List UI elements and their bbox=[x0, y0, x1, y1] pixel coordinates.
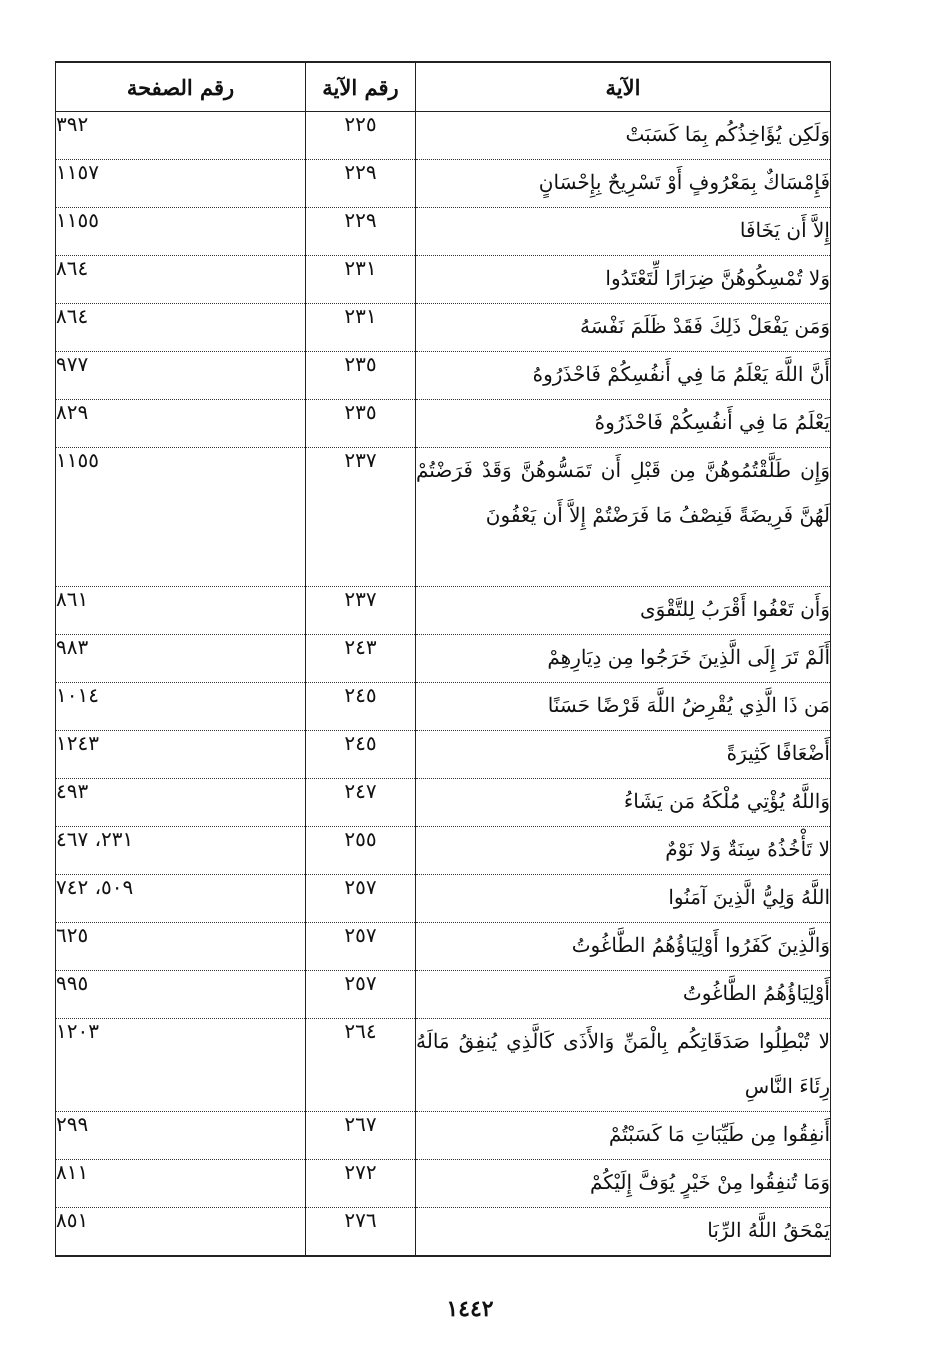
table-row bbox=[56, 779, 831, 827]
ayah-number-cell: ٢٥٧ bbox=[306, 971, 416, 1019]
ayah-cell: وَإِن طَلَّقْتُمُوهُنَّ مِن قَبْلِ أَن تَمَسُّوهُنَّ وَقَدْ فَرَضْتُمْ لَهُنَّ فَرِيضَةً فَنِصْفُ مَا فَرَضْتُمْ إِلاَّ أَن يَعْفُونَ bbox=[416, 448, 831, 587]
table-row bbox=[56, 875, 831, 923]
ayah-cell: يَعْلَمُ مَا فِي أَنفُسِكُمْ فَاحْذَرُوهُ bbox=[416, 400, 831, 448]
table-row bbox=[56, 1019, 831, 1112]
page-number-value: ٨٦٤ bbox=[56, 256, 89, 280]
ayah-cell: وَمَا تُنفِقُوا مِنْ خَيْرٍ يُوَفَّ إِلَيْكُمْ bbox=[416, 1160, 831, 1208]
ayah-number-cell: ٢٧٦ bbox=[306, 1208, 416, 1257]
ayah-cell: وَأَن تَعْفُوا أَقْرَبُ لِلتَّقْوَى bbox=[416, 587, 831, 635]
page-number-value: ٨٦١ bbox=[56, 587, 89, 611]
ayah-cell: أَوْلِيَاؤُهُمُ الطَّاغُوتُ bbox=[416, 971, 831, 1019]
ayah-cell: لا تَأْخُذُهُ سِنَةٌ وَلا نَوْمٌ bbox=[416, 827, 831, 875]
page-number-value: ١١٥٥ bbox=[56, 448, 99, 472]
header-ayah: الآية bbox=[416, 62, 831, 112]
page-number-cell bbox=[56, 1019, 306, 1112]
page-number-value: ١٠١٤ bbox=[56, 683, 99, 707]
page-number-cell bbox=[56, 875, 306, 923]
ayah-cell: أَضْعَافًا كَثِيرَةً bbox=[416, 731, 831, 779]
page-number-cell bbox=[56, 971, 306, 1019]
page-number-value: ٣٩٢ bbox=[56, 112, 89, 136]
ayah-cell: وَالَّذِينَ كَفَرُوا أَوْلِيَاؤُهُمُ الطَّاغُوتُ bbox=[416, 923, 831, 971]
page-number-value: ٨١١ bbox=[56, 1160, 89, 1184]
page-number-value: ١٢٤٣ bbox=[56, 731, 99, 755]
table-row bbox=[56, 1208, 831, 1257]
table-row bbox=[56, 352, 831, 400]
ayah-cell: أَنَّ اللَّهَ يَعْلَمُ مَا فِي أَنفُسِكُمْ فَاحْذَرُوهُ bbox=[416, 352, 831, 400]
table-row bbox=[56, 304, 831, 352]
table-body bbox=[56, 112, 831, 1257]
page-number-value: ٩٧٧ bbox=[56, 352, 89, 376]
ayah-cell: لا تُبْطِلُوا صَدَقَاتِكُم بِالْمَنِّ وَالأَذَى كَالَّذِي يُنفِقُ مَالَهُ رِئَاءَ النَّاسِ bbox=[416, 1019, 831, 1112]
ayah-number-cell: ٢٣٧ bbox=[306, 587, 416, 635]
ayah-cell: أَلَمْ تَرَ إِلَى الَّذِينَ خَرَجُوا مِن دِيَارِهِمْ bbox=[416, 635, 831, 683]
page-number-cell bbox=[56, 587, 306, 635]
ayah-cell: إِلاَّ أَن يَخَافَا bbox=[416, 208, 831, 256]
ayah-number-cell: ٢٧٢ bbox=[306, 1160, 416, 1208]
header-ayah-number: رقم الآية bbox=[306, 62, 416, 112]
page-number-cell bbox=[56, 352, 306, 400]
ayah-number-cell: ٢٢٩ bbox=[306, 208, 416, 256]
ayah-number-cell: ٢٤٥ bbox=[306, 731, 416, 779]
page-number-cell bbox=[56, 400, 306, 448]
table-row bbox=[56, 635, 831, 683]
table-row bbox=[56, 400, 831, 448]
ayah-cell: مَن ذَا الَّذِي يُقْرِضُ اللَّهَ قَرْضًا حَسَنًا bbox=[416, 683, 831, 731]
page-number-value: ٨٦٤ bbox=[56, 304, 89, 328]
page-number-cell bbox=[56, 1208, 306, 1257]
page-number-cell bbox=[56, 112, 306, 160]
page-number-cell bbox=[56, 635, 306, 683]
ayah-cell: وَاللَّهُ يُؤْتِي مُلْكَهُ مَن يَشَاءُ bbox=[416, 779, 831, 827]
page-number-value: ٥٠٩، ٧٤٢ bbox=[56, 875, 134, 899]
ayah-cell: يَمْحَقُ اللَّهُ الرِّبَا bbox=[416, 1208, 831, 1257]
page-number-value: ٩٩٥ bbox=[56, 971, 89, 995]
page-number-footer: ١٤٤٢ bbox=[446, 1296, 494, 1322]
page-number-cell bbox=[56, 923, 306, 971]
page-number-value: ٦٢٥ bbox=[56, 923, 89, 947]
page-number-cell bbox=[56, 827, 306, 875]
table-row bbox=[56, 112, 831, 160]
page-number-cell bbox=[56, 256, 306, 304]
page-number-cell bbox=[56, 1160, 306, 1208]
ayah-number-cell: ٢٤٧ bbox=[306, 779, 416, 827]
ayah-number-cell: ٢٣٥ bbox=[306, 352, 416, 400]
page-number-cell bbox=[56, 448, 306, 587]
page-number-cell bbox=[56, 1112, 306, 1160]
table-row bbox=[56, 256, 831, 304]
table-row bbox=[56, 587, 831, 635]
table-header-row bbox=[56, 62, 831, 112]
ayah-cell: فَإِمْسَاكٌ بِمَعْرُوفٍ أَوْ تَسْرِيحٌ بِإِحْسَانٍ bbox=[416, 160, 831, 208]
ayah-number-cell: ٢٣١ bbox=[306, 256, 416, 304]
page-number-value: ١١٥٥ bbox=[56, 208, 99, 232]
page-number-value: ١٢٠٣ bbox=[56, 1019, 99, 1043]
ayah-number-cell: ٢٣٧ bbox=[306, 448, 416, 587]
page-number-cell bbox=[56, 160, 306, 208]
ayah-number-cell: ٢٦٤ bbox=[306, 1019, 416, 1112]
ayah-number-cell: ٢٥٥ bbox=[306, 827, 416, 875]
ayah-cell: اللَّهُ وَلِيُّ الَّذِينَ آمَنُوا bbox=[416, 875, 831, 923]
page-number-cell bbox=[56, 304, 306, 352]
table-row bbox=[56, 1112, 831, 1160]
table-row bbox=[56, 448, 831, 587]
ayah-number-cell: ٢٤٣ bbox=[306, 635, 416, 683]
table-row bbox=[56, 160, 831, 208]
page-number-value: ٢٣١، ٤٦٧ bbox=[56, 827, 134, 851]
page-number-value: ١١٥٧ bbox=[56, 160, 99, 184]
ayah-number-cell: ٢٣١ bbox=[306, 304, 416, 352]
table-row bbox=[56, 731, 831, 779]
table-row bbox=[56, 827, 831, 875]
table-row bbox=[56, 971, 831, 1019]
ayah-number-cell: ٢٥٧ bbox=[306, 875, 416, 923]
ayah-number-cell: ٢٦٧ bbox=[306, 1112, 416, 1160]
page-number-value: ٢٩٩ bbox=[56, 1112, 89, 1136]
ayah-number-cell: ٢٤٥ bbox=[306, 683, 416, 731]
header-page-number: رقم الصفحة bbox=[56, 62, 306, 112]
ayah-cell: أَنفِقُوا مِن طَيِّبَاتِ مَا كَسَبْتُمْ bbox=[416, 1112, 831, 1160]
page-number-cell bbox=[56, 683, 306, 731]
ayah-cell: وَلَكِن يُؤَاخِذُكُم بِمَا كَسَبَتْ bbox=[416, 112, 831, 160]
ayah-cell: وَمَن يَفْعَلْ ذَلِكَ فَقَدْ ظَلَمَ نَفْسَهُ bbox=[416, 304, 831, 352]
page-number-cell bbox=[56, 731, 306, 779]
page-number-value: ٤٩٣ bbox=[56, 779, 89, 803]
page-number-cell bbox=[56, 779, 306, 827]
ayah-cell: وَلا تُمْسِكُوهُنَّ ضِرَارًا لِّتَعْتَدُوا bbox=[416, 256, 831, 304]
page-number-value: ٩٨٣ bbox=[56, 635, 89, 659]
page-number-value: ٨٢٩ bbox=[56, 400, 89, 424]
page-number-value: ٨٥١ bbox=[56, 1208, 89, 1232]
verse-index-table bbox=[55, 61, 831, 1257]
table-row bbox=[56, 208, 831, 256]
ayah-number-cell: ٢٢٥ bbox=[306, 112, 416, 160]
table-row bbox=[56, 923, 831, 971]
page-number-cell bbox=[56, 208, 306, 256]
ayah-number-cell: ٢٣٥ bbox=[306, 400, 416, 448]
table-row bbox=[56, 1160, 831, 1208]
table-row bbox=[56, 683, 831, 731]
ayah-number-cell: ٢٥٧ bbox=[306, 923, 416, 971]
ayah-number-cell: ٢٢٩ bbox=[306, 160, 416, 208]
